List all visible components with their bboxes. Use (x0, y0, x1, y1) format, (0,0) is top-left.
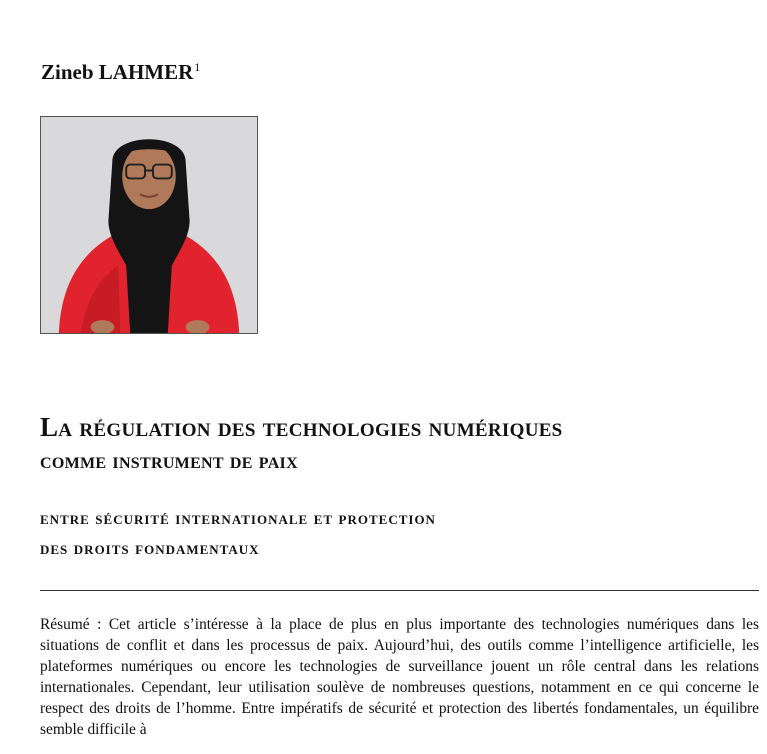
abstract-paragraph: Résumé : Cet article s’intéresse à la place de plus en plus importante des technologies numériques dans les situations de conflit et dans les processus de paix. Aujourd’hui, des outils comme l’intelligence artificielle, les plateformes numériques ou encore les technologies de surveillance jouent un rôle central dans les relations internationales. Cependant, leur utilisation soulève de nombreuses questions, notamment en ce qui concerne le respect des droits de l’homme. Entre impératifs de sécurité et protection des libertés fondamentales, un équilibre semble difficile à (40, 616, 759, 738)
author-photo (40, 116, 258, 334)
article-title-line-2: comme instrument de paix (40, 448, 298, 473)
article-title (40, 410, 563, 478)
section-divider (40, 590, 759, 591)
author-portrait-image (41, 117, 257, 333)
footnote-marker: 1 (194, 60, 201, 74)
article-subtitle-line-1: entre sécurité internationale et protection (40, 508, 436, 528)
article-subtitle-line-2: des droits fondamentaux (40, 538, 260, 558)
article-title-line-1: La régulation des technologies numériques (40, 412, 563, 442)
article-subtitle (40, 503, 436, 563)
author-name-text: Zineb LAHMER (41, 60, 194, 84)
author-name (41, 60, 200, 85)
